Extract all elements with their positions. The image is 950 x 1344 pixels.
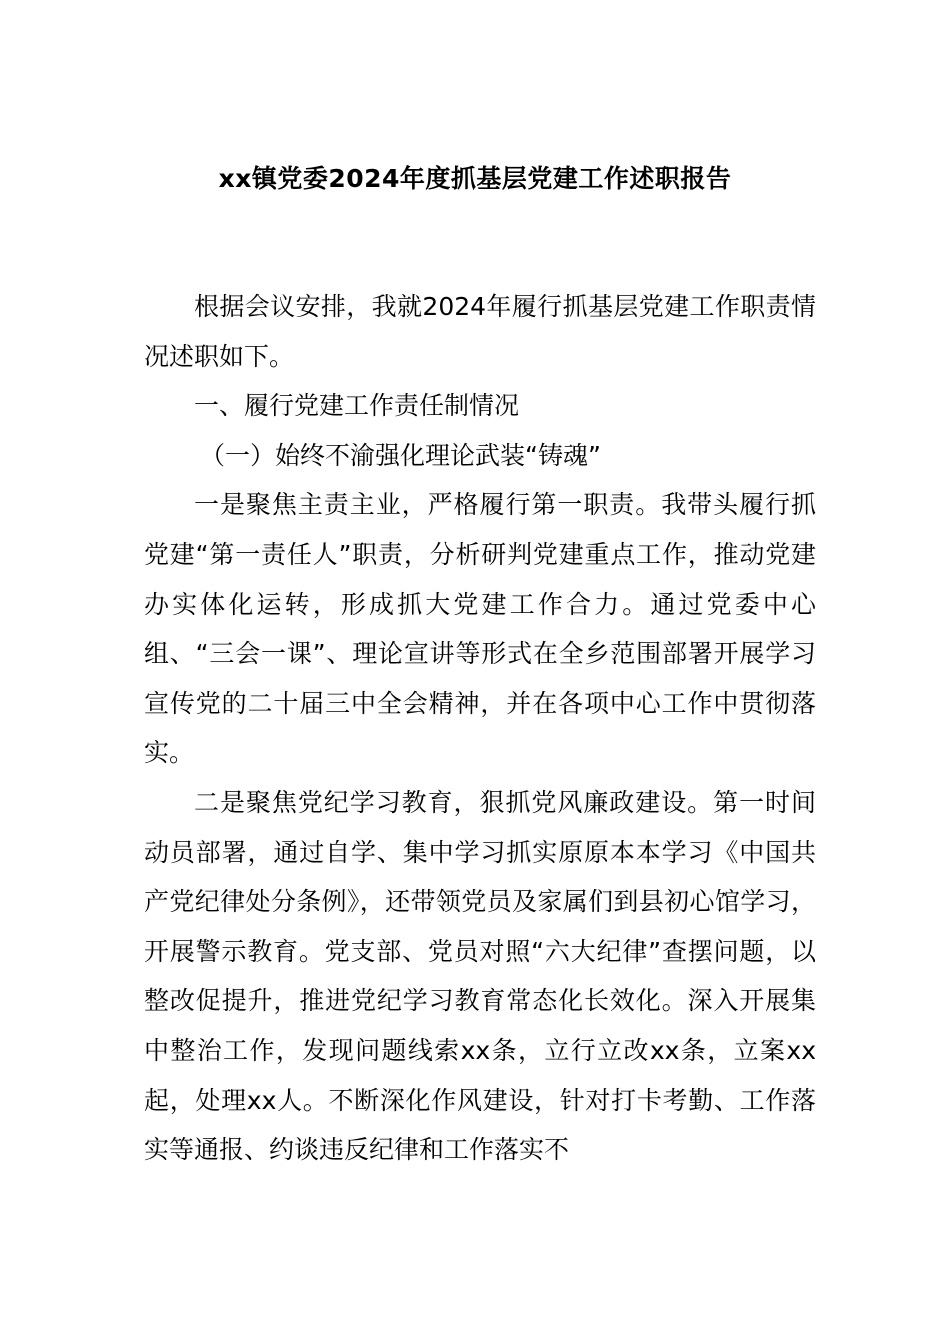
- intro-paragraph: 根据会议安排，我就2024年履行抓基层党建工作职责情况述职如下。: [144, 292, 816, 371]
- section-heading: 一、履行党建工作责任制情况: [194, 391, 520, 421]
- document-body: [144, 282, 816, 1175]
- document-title: xx镇党委2024年度抓基层党建工作述职报告: [218, 164, 732, 193]
- body-paragraph: 一是聚焦主责主业，严格履行第一职责。我带头履行抓党建“第一责任人”职责，分析研判党建重点工作，推动党建办实体化运转，形成抓大党建工作合力。通过党委中心组、“三会一课”、理论宣讲等形式在全乡范围部署开展学习宣传党的二十届三中全会精神，并在各项中心工作中贯彻落实。: [144, 490, 816, 768]
- subsection-heading: （一）始终不渝强化理论武装“铸魂”: [200, 440, 601, 470]
- body-paragraph: 二是聚焦党纪学习教育，狠抓党风廉政建设。第一时间动员部署，通过自学、集中学习抓实原原本本学习《中国共产党纪律处分条例》，还带领党员及家属们到县初心馆学习，开展警示教育。党支部、党员对照“六大纪律”查摆问题，以整改促提升，推进党纪学习教育常态化长效化。深入开展集中整治工作，发现问题线索xx条，立行立改xx条，立案xx起，处理xx人。不断深化作风建设，针对打卡考勤、工作落实等通报、约谈违反纪律和工作落实不: [144, 787, 816, 1165]
